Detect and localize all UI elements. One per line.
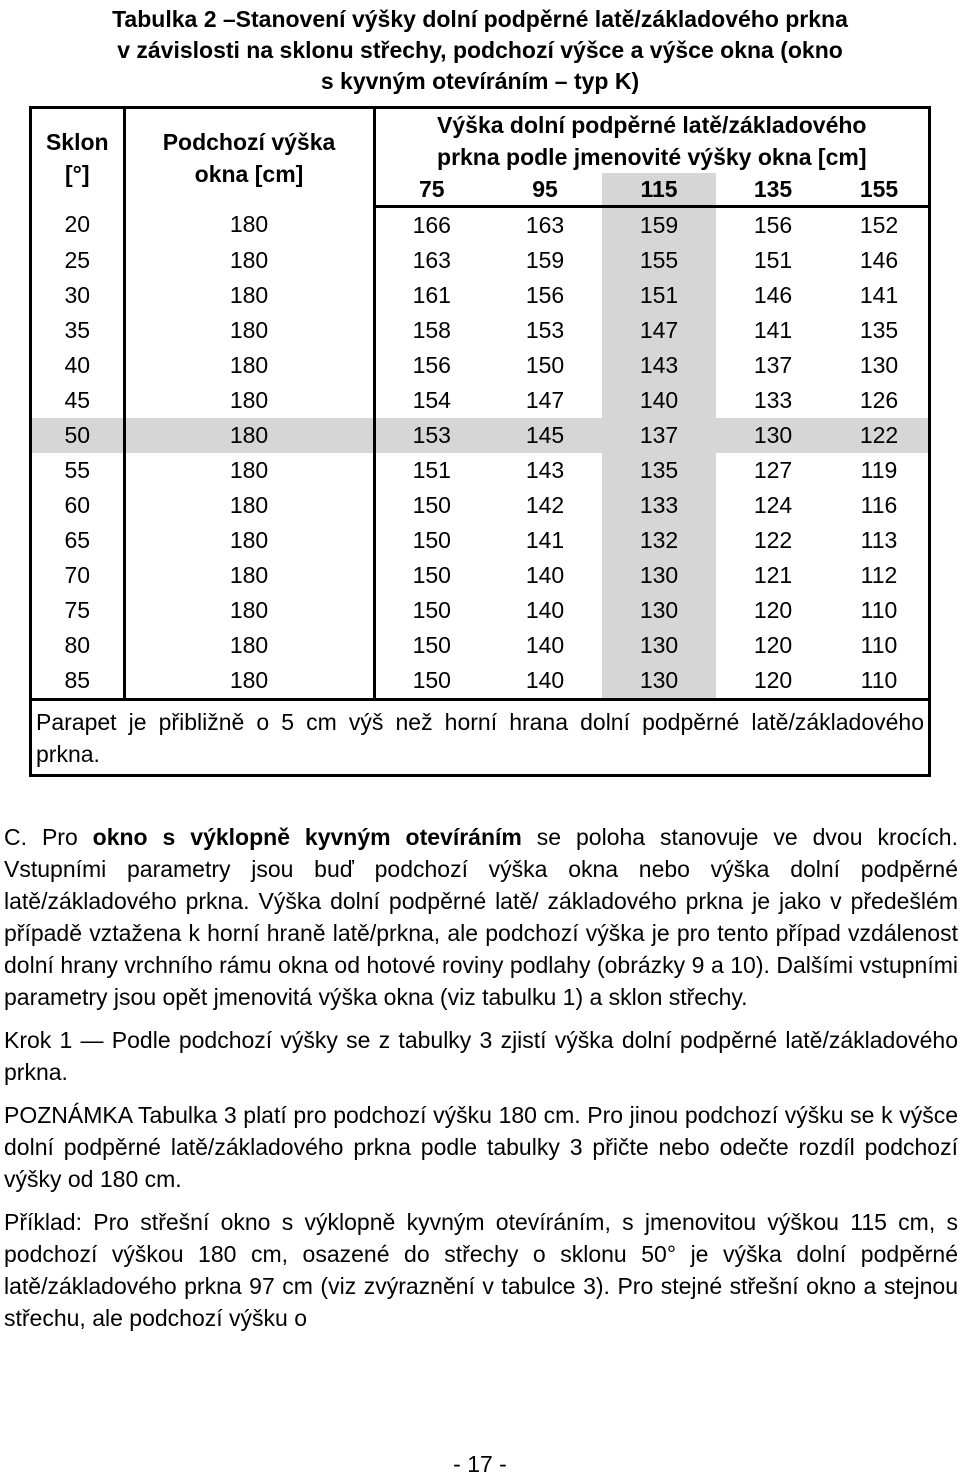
table-cell: 147 [525,387,565,413]
table-cell: 154 [412,387,451,413]
table-cell: 120 [753,632,793,658]
table-cell: 141 [753,317,793,343]
table-cell: 146 [859,247,899,273]
table-cell: 132 [602,523,716,558]
table-cell: 180 [124,278,374,313]
table-title [0,4,960,97]
header-slope [32,109,124,207]
table-cell: 146 [753,282,793,308]
header-slope-label: Sklon [45,128,109,155]
table-row [32,243,928,278]
table-cell: 121 [753,562,793,588]
table-cell: 45 [32,383,124,418]
table-cell: 150 [412,527,451,553]
table-cell: 150 [525,352,565,378]
header-group-sub: prkna podle jmenovité výšky okna [cm] [437,144,867,170]
table-cell: 180 [124,418,374,453]
table-cell: 140 [525,597,565,623]
table-cell: 133 [753,387,793,413]
table-row [32,207,928,244]
table-cell: 145 [488,418,602,453]
table-cell: 126 [859,387,899,413]
table-cell: 50 [32,418,124,453]
table-cell: 180 [124,523,374,558]
table-cell: 180 [124,383,374,418]
table-cell: 180 [124,628,374,663]
table-cell: 85 [32,663,124,698]
title-line: Tabulka 2 –Stanovení výšky dolní podpěrné latě/základového prkna [112,6,848,32]
table-row [32,418,928,453]
paragraph-c [4,821,958,1013]
table-cell: 152 [859,212,899,238]
paragraph-c-bold: okno s výklopně kyvným otevíráním [92,824,522,850]
table-cell: 166 [412,212,451,238]
table-cell: 161 [412,282,451,308]
table-cell: 180 [124,453,374,488]
body-text [4,821,958,1345]
table-cell: 124 [753,492,793,518]
table-cell: 80 [32,628,124,663]
table-cell: 122 [830,418,928,453]
table-cell: 110 [860,632,898,658]
table-cell: 140 [602,383,716,418]
table-cell: 150 [412,492,451,518]
table-cell: 150 [412,632,451,658]
table-cell: 180 [124,207,374,244]
table-cell: 130 [716,418,830,453]
table-cell: 163 [412,247,451,273]
table-note: Parapet je přibližně o 5 cm výš než horní hrana dolní podpěrné latě/základového prkna. [32,698,928,774]
table-cell: 130 [602,558,716,593]
table-cell: 150 [412,597,451,623]
table-cell: 156 [525,282,565,308]
header-size-155: 155 [830,173,928,207]
table-cell: 135 [602,453,716,488]
table-cell: 137 [753,352,793,378]
table-row [32,523,928,558]
title-line: v závislosti na sklonu střechy, podchozí výšce a výšce okna (okno [117,37,843,63]
table-cell: 150 [412,562,451,588]
table-cell: 180 [124,663,374,698]
table-cell: 153 [374,418,488,453]
table-row [32,453,928,488]
table-cell: 150 [412,667,451,693]
table-row [32,313,928,348]
table-cell: 20 [32,207,124,244]
table-row [32,558,928,593]
table-cell: 30 [32,278,124,313]
header-slope-unit: [°] [64,160,90,187]
table-cell: 116 [860,492,898,518]
table-cell: 143 [525,457,565,483]
table-cell: 141 [525,527,565,553]
table-cell: 142 [525,492,565,518]
table-cell: 113 [860,527,898,553]
header-walk-height [124,109,374,207]
table-row [32,628,928,663]
paragraph-step1: Krok 1 — Podle podchozí výšky se z tabulky 3 zjistí výška dolní podpěrné latě/základového prkna. [4,1027,958,1085]
header-size-95: 95 [488,173,602,207]
table-cell: 151 [412,457,451,483]
table-cell: 133 [602,488,716,523]
table-cell: 110 [860,597,898,623]
header-group: Výška dolní podpěrné latě/základového [437,112,867,138]
table-cell: 140 [525,667,565,693]
table-cell: 35 [32,313,124,348]
table-row [32,383,928,418]
table-row [32,348,928,383]
table-cell: 159 [602,207,716,244]
table-cell: 40 [32,348,124,383]
table-cell: 130 [602,663,716,698]
table-cell: 55 [32,453,124,488]
table-cell: 110 [860,667,898,693]
table-cell: 158 [412,317,451,343]
table-cell: 122 [753,527,793,553]
table-cell: 180 [124,488,374,523]
table-cell: 140 [525,632,565,658]
paragraph-example: Příklad: Pro střešní okno s výklopně kyvným otevíráním, s jmenovitou výškou 115 cm, s podchozí výškou 180 cm, osazené do střechy o sklonu 50° je výška dolní podpěrné latě/základového prkna 97 cm (viz zvýraznění v tabulce 3). Pro stejné střešní okno a stejnou střechu, ale podchozí výšku o [4,1209,958,1331]
table-cell: 65 [32,523,124,558]
table-cell: 156 [412,352,451,378]
table-cell: 163 [525,212,565,238]
table-cell: 155 [602,243,716,278]
page-number: - 17 - [453,1451,507,1477]
table-cell: 156 [753,212,793,238]
height-table [29,106,931,777]
table-cell: 112 [860,562,898,588]
table-row [32,593,928,628]
table-cell: 180 [124,313,374,348]
title-line: s kyvným otevíráním – typ K) [320,68,640,94]
header-size-75: 75 [374,173,488,207]
header-size-115: 115 [602,173,716,207]
table-cell: 127 [753,457,793,483]
table-cell: 159 [525,247,565,273]
header-walk-label: Podchozí výška [162,128,336,155]
table-row [32,663,928,698]
table-cell: 120 [753,667,793,693]
table-cell: 130 [602,593,716,628]
header-size-135: 135 [716,173,830,207]
table-cell: 180 [124,243,374,278]
table-row [32,488,928,523]
table-cell: 153 [525,317,565,343]
table-cell: 180 [124,558,374,593]
table-cell: 151 [753,247,793,273]
table-cell: 25 [32,243,124,278]
paragraph-c-rest: se poloha stanovuje ve dvou krocích. Vstupními parametry jsou buď podchozí výška okna nebo výška dolní podpěrné latě/základového prkna. Výška dolní podpěrné latě/ základového prkna je jako v předešlém případě vztažena k horní hraně latě/prkna, ale podchozí výška je pro tento případ vzdálenost dolní hrany vrchního rámu okna od hotové roviny podlahy (obrázky 9 a 10). Dalšími vstupními parametry jsou opět jmenovitá výška okna (viz tabulku 1) a sklon střechy. [4,824,958,1010]
table-cell: 60 [32,488,124,523]
table-cell: 180 [124,348,374,383]
table-cell: 141 [859,282,899,308]
header-walk-unit: okna [cm] [194,160,304,187]
table-cell: 180 [124,593,374,628]
table-cell: 135 [859,317,899,343]
table-cell: 120 [753,597,793,623]
table-cell: 137 [602,418,716,453]
table-cell: 151 [602,278,716,313]
table-cell: 119 [860,457,898,483]
table-cell: 130 [859,352,899,378]
paragraph-note: POZNÁMKA Tabulka 3 platí pro podchozí výšku 180 cm. Pro jinou podchozí výšku se k výšce dolní podpěrné latě/základového prkna podle tabulky 3 přičte nebo odečte rozdíl podchozí výšky od 180 cm. [4,1102,958,1192]
table-cell: 70 [32,558,124,593]
paragraph-c-lead: C. Pro [4,824,93,850]
table-cell: 140 [525,562,565,588]
table-cell: 143 [602,348,716,383]
table-cell: 75 [32,593,124,628]
table-cell: 147 [602,313,716,348]
table-cell: 130 [602,628,716,663]
table-row [32,278,928,313]
